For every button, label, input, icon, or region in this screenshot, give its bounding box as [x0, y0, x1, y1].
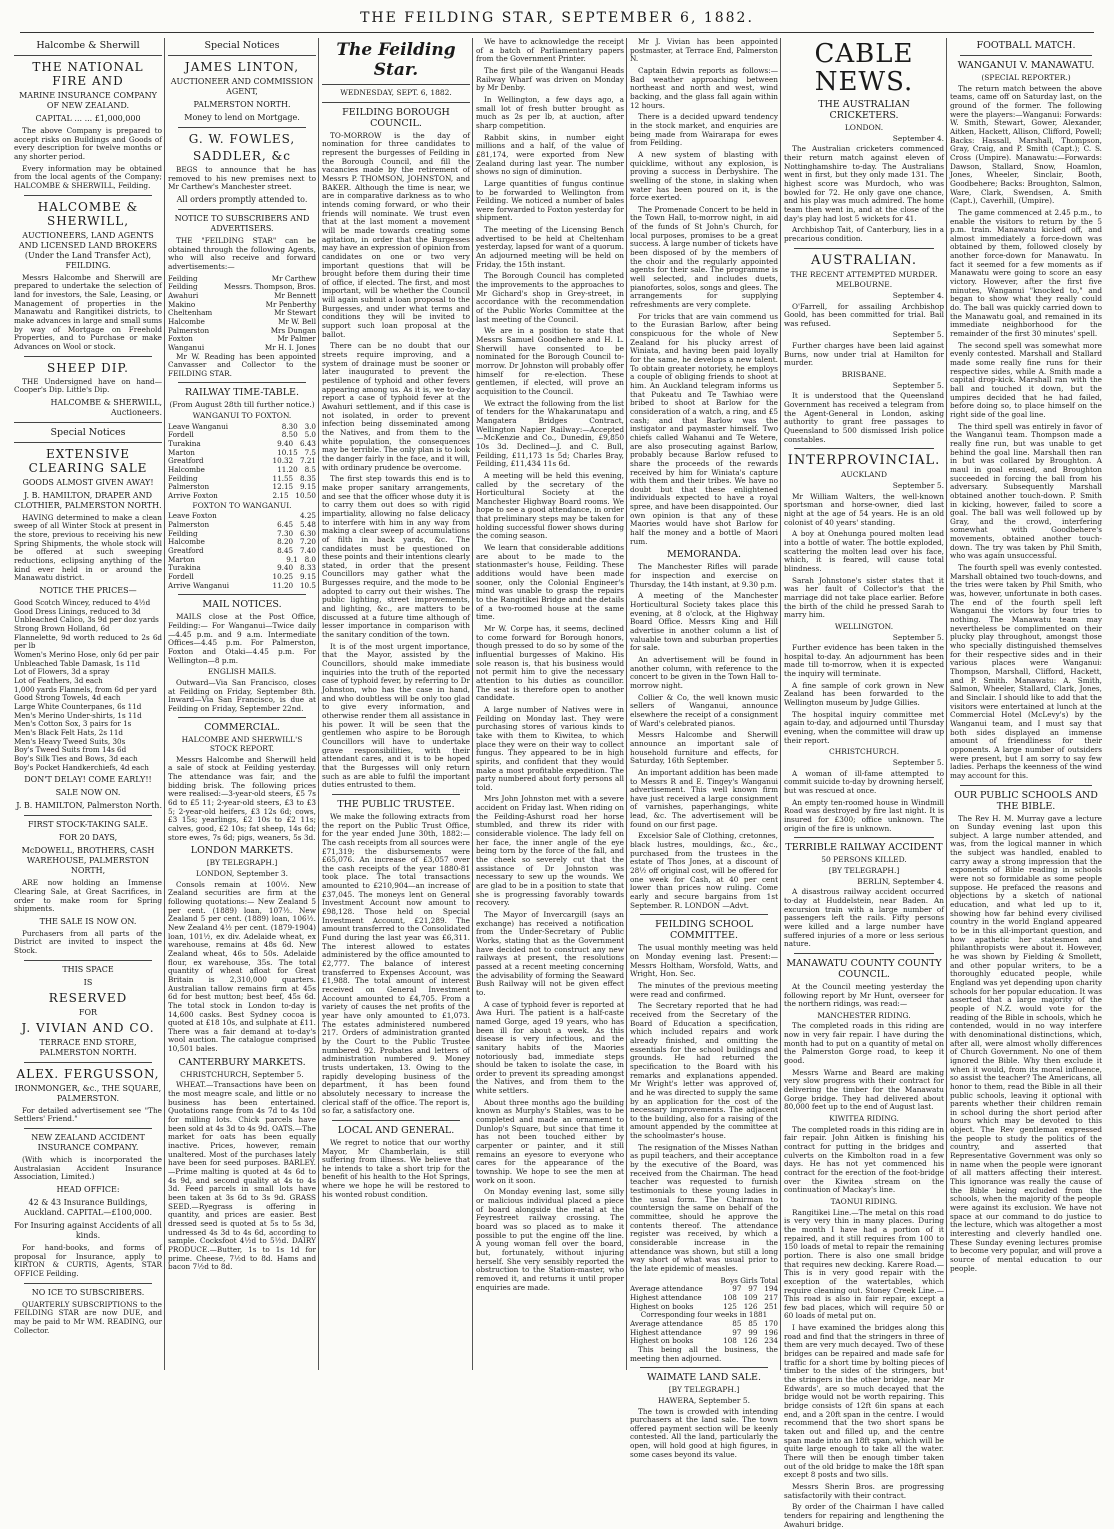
article-body: Consols remain at 100½. New Zealand securities are firm at the following quotations:— New Zealand 5 per cent. (1889) loan, 107½. New Zealand 5 per cent. (1889) loan, 106½. New Zealand 4½ per cent. (1879-1904) loan, 101½, ex div. Adelaide wheat, ex warehouse, remains at 48s 6d. New Zealand wheat, 46s to 50s. Adelaide flour, ex warehouse, 35s. The total quantity of wheat afloat for Great Britain is 2,310,000 quarters. Australian tallow remains firm at 45s 6d for best mutton; best beef, 45s 6d. The total stock in London to-day is 14,600 casks. Best Sydney cocoa is quoted at £18 10s, and sulphate at £11. There was a fair demand at to-day's wool auction. The catalogue comprised 10,501 bales.	[168, 879, 316, 1054]
news-item: The Borough Council has completed the improvements to the approaches to Mr Gichard's shop in Grey-street, in accordance with the recommendation of the Public Works Committee at the last meeting of the Council.	[476, 271, 624, 324]
attendance-table	[630, 1277, 778, 1346]
advert-title: NO ICE TO SUBSCRIBERS.	[31, 1287, 145, 1297]
dateline: [BY TELEGRAPH.]	[668, 1385, 740, 1395]
advert-subtitle: TERRACE END STORE, PALMERSTON NORTH.	[39, 1037, 137, 1057]
column-separator	[318, 38, 319, 1370]
advert-line: RESERVED	[48, 990, 128, 1005]
dateline: [BY TELEGRAPH.]	[206, 858, 278, 868]
news-item: A large number of Natives were in Feilding on Monday last. They were purchasing stores of various kinds to take with them to Kiwitea, to which place they were on their way to collect fungus. They appeared to be in high spirits, and confident that they would make a most profitable expedition. The party numbered about forty persons all told.	[476, 704, 624, 792]
column-3	[322, 38, 470, 1370]
dateline: HAWERA, September 5.	[658, 1395, 750, 1405]
paper-title: The Feilding Star.	[336, 40, 456, 80]
timetable-row: Feilding 11.55 8.35	[168, 473, 316, 483]
advert-notice: NOTICE THE PRICES—	[39, 586, 137, 596]
article-body: The Rev H. M. Murray gave a lecture on Sunday evening last upon this subject. A large number attended, and was, from the logical manner in which the subject was handled, enabled to carry away a strong impression that the exponents of Bible reading in schools were not so formidable as some people suppose. He prefaced the reasons and objections by a sketch of national education, and what led up to it, showing how far behind every civilised country in the world England appeared to be in this all-important question, and how apathetic her statesmen and philanthropists were about it. However, he was shown by Fielding & Smollett, and other popular writers, to be a thoroughly educated people, while England was yet depending upon charity schools for her popular education. It was asserted that a large majority of the people of N.Z. would vote for the reading of the Bible in schools, which he contended, would in no way interfere with denominational distinctions, which, after all, were almost wholly differences of Church Government. No one of them ignored the Bible. Why then exclude it when it would, from its moral influence, so assist the teacher? The Americans, all honor to them, read the Bible in all their public schools, leaving it optional with parents whether their children remain in school during the short period after hours which may be devoted to this object. The Rev gentleman expressed the people to study the politics of the country, and asserted that Representative Government was only so in name when the people were ignorant of all matters affecting their interest. This ignorance was really the cause of the Bible being excluded from the schools, when the majority of the people were against its exclusion. We have not space at our command to do justice to the lecture, which was altogether a most interesting and cleverly handled one. These Sunday evening lectures promise to become very popular, and will prove a source of mental education to our people.	[950, 813, 1102, 1273]
advert-body: For detailed advertisement see "The Settlers' Friend."	[14, 1105, 162, 1124]
article-heading: MEMORANDA.	[666, 549, 741, 561]
column-1	[14, 38, 162, 1370]
news-item: Excelsior Sale of Clothing, cretonnes, black lustres, mouldings, &c., &c., purchased from the trustees in the estate of Thos Jones, at a discount of 28½ off original cost, will be offered for one week for Cash, at 40 per cent lower than prices now ruling. Come early and secure bargains from 1st September. R. LONDON —Advt.	[630, 831, 778, 910]
cable-news-title: CABLE NEWS.	[814, 39, 914, 97]
advert-body: The above Company is prepared to accept risks on Buildings and Goods of every description for twelve months or any shorter period.	[14, 126, 162, 161]
byline: (SPECIAL REPORTER.)	[981, 73, 1071, 82]
article-body: There can be no doubt that our streets require improving, and a system of drainage must be sooner or later inaugurated to prevent the pestilence of typhoid and other fevers appearing among us. As it is, we to-day report a case of typhoid fever at the Awahuri settlement, and if this case is not isolated, in order to prevent infection being disseminated among the Natives, and from them to the white population, the consequences may be terrible. The only plan is to look the danger fairly in the face, and it will, with ordinary prudence be overcome.	[322, 341, 470, 472]
advert-body: Purchasers from all parts of the District are invited to inspect the Stock.	[14, 928, 162, 956]
advert-body: THE Undersigned have on hand— Cooper's Dip. Little's Dip.	[14, 376, 162, 395]
news-item: Further charges have been laid against Burns, now under trial at Hamilton for murder.	[784, 341, 944, 368]
timetable-row: Palmerston 12.15 9.15	[168, 482, 316, 492]
section-heading: Special Notices	[50, 426, 126, 438]
article-body: The resignation of the Misses Nathan as pupil teachers, and their acceptance by the executive of the Board, was received from the Chairman. The head teacher was requested to furnish testimonials to these young ladies in the usual form. The Chairman to countersign the same on behalf of the committee, should he approve the contents thereof. The attendance register was received, by which a considerable increase in the attendance was shown, but still a long way short of what was usual prior to the late epidemic of measles.	[630, 1142, 778, 1273]
advert-title: NOTICE TO SUBSCRIBERS AND ADVERTISERS.	[174, 213, 310, 233]
article-body: The town is crowded with intending purchasers at the land sale. The town offered payment section will be keenly contested. All the land, particularly the open, will hold good at high figures, in some cases beyond its value.	[630, 1406, 778, 1459]
dateline: September 5.	[892, 330, 944, 340]
dateline: September 4.	[892, 290, 944, 300]
news-item: O'Farrell, for assailing Archbishop Goold, has been committed for trial. Bail was refused.	[784, 301, 944, 328]
agent-row: Cheltenham Mr Stewart	[168, 308, 316, 318]
timetable-row: Fordell 8.50 5.0	[168, 430, 316, 440]
advert-signature: HALCOMBE & SHERWILL, Auctioneers.	[50, 397, 162, 417]
column-2	[168, 38, 316, 1370]
timetable-row: Halcombe 8.20 7.20	[168, 537, 316, 547]
dateline: CHRISTCHURCH, September 5.	[180, 1069, 304, 1079]
masthead: THE FEILDING STAR, SEPTEMBER 6, 1882.	[360, 10, 754, 26]
news-item: The Manchester Rifles will parade for inspection and exercise on Thursday, the 14th instant, at 9.30 p.m.	[630, 562, 778, 589]
article-body: This being all the business, the meeting then adjourned.	[630, 1344, 778, 1363]
dateline: WELLINGTON.	[834, 621, 894, 631]
article-body: The completed roads in this riding are now in very fair repair. I have during the month had to put on a quantity of metal on the Palmerston Gorge road, to keep it good.	[784, 1021, 944, 1066]
article-heading: TERRIBLE RAILWAY ACCIDENT	[785, 842, 943, 854]
table-row: Average attendance 97 97 194	[630, 1284, 778, 1294]
advert-title: NEW ZEALAND ACCIDENT INSURANCE COMPANY.	[31, 1133, 145, 1153]
advert-name: G. W. FOWLES,	[188, 132, 296, 146]
news-item: An advertisement will be found in another column, with reference to the concert to be given in the Town Hall to-morrow night.	[630, 654, 778, 690]
advert-name: J. B. HAMILTON, DRAPER AND CLOTHIER, PALMERSTON NORTH.	[14, 490, 162, 510]
dateline: September 5.	[892, 632, 944, 642]
table-row: Highest on books 108 126 234	[630, 1336, 778, 1346]
table-row: Highest attendance 108 109 217	[630, 1292, 778, 1302]
article-subheading: WANGANUI V. MANAWATU.	[957, 60, 1095, 71]
timetable-row: Leave Wanganui 8.30 3.0	[168, 421, 316, 431]
column-separator	[164, 38, 165, 1370]
advert-title: HALCOMBE & SHERWILL,	[37, 199, 139, 228]
advert-address: 42 & 43 Insurance Buildings, Auckland. CAPITAL—£100,000.	[23, 1198, 153, 1218]
news-item: About three months ago the building known as Murphy's Stables, was to be completed and made an ornament to Dunlop's Square, but since that time it has not been touched either by carpenter or painter, and it still remains an eyesore to everyone who cares for the appearance of the township. We hope to see the men at work on it soon.	[476, 1097, 624, 1185]
agent-row: Palmerston Mrs Dungan	[168, 325, 316, 335]
article-body: Outward—Via San Francisco, closes at Feilding on Friday, September 8th. Inward—Via San Francisco, is due at Feilding on Friday, September 22nd.	[168, 677, 316, 713]
column-separator	[472, 38, 473, 1370]
price-item: Lot of Flowers, 3d a spray	[14, 667, 110, 677]
article-heading: FEILDING SCHOOL COMMITTEE.	[655, 919, 753, 942]
timetable-row: Palmerston 6.45 5.48	[168, 520, 316, 529]
news-item: A meeting will be held this evening, called by the secretary of the Horticultural Society at the Manchester Highway Board rooms. We hope to see a good attendance, in order that preliminary steps may be taken for holding successful flower shows during the coming season.	[476, 470, 624, 541]
section-heading: COMMERCIAL.	[204, 722, 280, 734]
section-heading: CANTERBURY MARKETS.	[178, 1056, 306, 1068]
dateline: September 4.	[892, 133, 944, 143]
timetable-row: Leave Foxton 4.25	[168, 511, 316, 521]
advert-title: EXTENSIVE CLEARING SALE	[28, 446, 148, 475]
article-heading: THE PUBLIC TRUSTEE.	[337, 798, 455, 810]
agent-row: Halcombe Mr W. Bell	[168, 316, 316, 326]
article-heading: WAIMATE LAND SALE.	[646, 1372, 761, 1384]
news-item: A meeting of the Manchester Horticultural Society takes place this evening, at 8 o'clock, at the Highway Board Office. Messrs King and Hill advertise in another column a list of valuable town and suburban properties for sale.	[630, 591, 778, 653]
advert-subtitle: IRONMONGER, &c., THE SQUARE, PALMERSTON.	[14, 1083, 162, 1103]
agent-row: Makino Mr Penberthy	[168, 299, 316, 309]
subheading: ENGLISH MAILS.	[207, 667, 277, 677]
advert-body: BEGS to announce that he has removed to his new premises next to Mr Carthew's Manchester street.	[168, 165, 316, 192]
article-subheading: 50 PERSONS KILLED.	[821, 855, 907, 865]
advert-body: ARE now holding an Immense Clearing Sale, at Great Sacrifices, in order to make room for Spring shipments.	[14, 878, 162, 914]
news-item: Large quantities of fungus continue to be forwarded to Wellington from Feilding. We noticed a number of bales were forwarded to Foxton yesterday for shipment.	[476, 178, 624, 223]
column-7	[950, 38, 1102, 1370]
article-body: The game commenced at 2.45 p.m., to enable the visitors to return by the 5 p.m. train. Manawatu kicked off, and almost immediately a force-down was obtained by them, followed closely by another force-down for Manawatu. In fact it seemed for a few moments as if Manawatu were going to score an easy victory. However, after the first five minutes, Wanganui "knocked to," and began to show what they really could do. The ball was quickly carried down to the Manawatu goal, and remained in its immediate neighborhood for the remainder of the first 30 minutes' spell.	[950, 207, 1102, 339]
news-item: We learn that considerable additions are about to be made to the stationmaster's house, Feilding. These additions would have been made sooner, only the Colonial Engineer's mind was unable to grasp the repairs to the Rangitikei Bridge and the details of a two-roomed house at the same time.	[476, 543, 624, 622]
advert-line: IS	[83, 977, 93, 987]
advert-notice: THE SALE IS NOW ON.	[39, 916, 137, 926]
article-body: The second spell was somewhat more evenly contested. Marshall and Stallard made some really fine runs for their respective sides, while A. Smith made a capital drop-kick. Marshall ran with the ball and touched it down, but the umpires decided that he had failed, before doing so, to place himself on the right side of the goal line.	[950, 340, 1102, 419]
article-body: The first step towards this end is to make proper sanitary arrangements, and see that the officer whose duty it is to carry them out does so with rigid impartiality, allowing no false delicacy to interfere with him in any way from making a clear sweep of accumulations of filth in back yards, &c. The candidates must be questioned on these points and their intentions clearly stated, in order that the present Councillors may gather what the Burgesses require, and the mode to be adopted to carry out their wishes. The public lighting, street improvements, and lighting, &c., are matters to be discussed at a future time although of lesser importance in comparison with the sanitary condition of the town.	[322, 474, 470, 640]
article-body: By order of the Chairman I have called tenders for repairing and lengthening the Awahuri bridge.	[784, 1502, 944, 1529]
article-body: The Secretary reported that he had received from the Secretary of the Board of Education a specification, which included repairs and work already finished, and omitting the essentials for the school buildings and grounds. He had returned the specification to the Board with his remarks and explanations appended. Mr Wright's letter was approved of, and he was directed to supply the same by an application for the cost of the necessary improvements. The adjacent to the building, also for a raising of the amount appended by the committee at the schoolmaster's house.	[630, 1001, 778, 1141]
advert-line: FOR	[78, 1007, 98, 1017]
advert-name: McDOWELL, BROTHERS, CASH WAREHOUSE, PALMERSTON NORTH,	[21, 846, 155, 876]
advert-line: Money to lend on Mortgage.	[184, 113, 300, 122]
advert-body: HAVING determined to make a clean sweep of all Winter Stock at present in the store, previous to receiving his new Spring Shipments, the whole stock will be offered at such sweeping reductions, eclipsing anything of the kind ever held in or around the Manawatu district.	[14, 512, 162, 583]
advert-subtitle: GOODS ALMOST GIVEN AWAY!	[22, 477, 154, 487]
price-item: Unbleached Table Damask, 1s 11d	[14, 658, 140, 668]
dateline: LONDON, September 3.	[195, 869, 288, 878]
price-item: Men's Merino Under-shirts, 1s 11d	[14, 710, 142, 720]
agent-row: Feilding Messrs. Thompson, Bros.	[168, 282, 316, 292]
dateline: [BY TELEGRAPH.]	[828, 865, 900, 875]
timetable-row: Halcombe 11.20 8.5	[168, 465, 316, 475]
article-heading: AUSTRALIAN.	[811, 252, 917, 268]
subheading: KIWITEA RIDING.	[829, 1114, 899, 1124]
table-row: Highest attendance 97 99 196	[630, 1327, 778, 1337]
column-6	[784, 38, 944, 1529]
timetable-row: Fordell 10.25 9.15	[168, 571, 316, 581]
news-item: We extract the following from the list of tenders for the Whakarunatapu and Mangatera Bridges Contract, Wellington Napier Railway:—Accepted—McKenzie and Co., Dunedin, £9,850 10s 3d. Declined—J. and C. Bull, Feilding, £11,173 1s 5d; Charles Bray, Feilding, £11,434 11s 6d.	[476, 398, 624, 469]
article-subheading: THE AUSTRALIAN CRICKETERS.	[818, 99, 910, 121]
article-body: The usual monthly meeting was held on Monday evening last. Present:— Messrs Holtham, Worsfold, Watts, and Wright, Hon. Sec.	[630, 943, 778, 979]
column-4	[476, 38, 624, 1370]
article-heading: FOOTBALL MATCH.	[976, 40, 1076, 51]
article-body: The completed roads in this riding are in fair repair. John Aitken is finishing his contract for putting in the bridges and culverts on the Kimbolton road in a few days. He has not yet commenced his contract for the erection of the foot-bridge over the Kiwitea stream on the continuation of Mackay's line.	[784, 1124, 944, 1195]
news-item: We are in a position to state that Messrs Samuel Goodbehere and H. L. Sherwill have consented to be nominated for the Borough Council to-morrow. Dr Johnston will probably offer himself for re-election. These gentlemen, if elected, will prove an acquisition to the Council.	[476, 326, 624, 396]
column-separator	[626, 38, 627, 1370]
advert-notice: DON'T DELAY! COME EARLY!!	[24, 775, 152, 785]
news-item: The hospital inquiry committee met again to-day, and adjourned until Thursday evening, when the committee will draw up their report.	[784, 709, 944, 745]
news-item: It is understood that the Queensland Government has received a telegram from the Agent-General in London, asking authority to grant free passages to Queensland to 500 dismissed Irish police constables.	[784, 391, 944, 444]
advert-subtitle: HEAD OFFICE:	[56, 1185, 120, 1195]
advert-signature: J. B. HAMILTON, Palmerston North.	[16, 801, 162, 811]
price-item: Lot of Feathers, 3d each	[14, 675, 103, 685]
article-body: Messrs Sherin Bros. are progressing satisfactorily with their contract.	[784, 1481, 944, 1500]
price-item: Unbleached Calico, 3s 9d per doz yards	[14, 615, 159, 625]
article-body: The minutes of the previous meeting were read and confirmed.	[630, 980, 778, 999]
advert-subtitle: SADDLER, &c	[193, 149, 291, 163]
masthead-rule	[20, 32, 1094, 33]
advert-body: Every information may be obtained from the local agents of the Company; HALCOMBE & SHERWILL, Feilding.	[14, 163, 162, 190]
article-body: It is of the most urgent importance, that the Mayor, assisted by the Councillors, should make immediate inquiries into the truth of the reported case of typhoid fever, by referring to Dr Johnston, who has the case in hand, and who doubtless will be only too glad to give every information, and otherwise render them all assistance in his power. It will be seen that the gentlemen who aspire to be Borough Councillors will have to undertake grave responsibilities, with their attendant cares, and it is to be hoped that the Burgesses will only return such as are able to fulfil the important duties entrusted to them.	[322, 641, 470, 790]
news-item: Messrs Halcombe and Sherwill announce an important sale of household furniture and effects, for Saturday, 16th September.	[630, 730, 778, 766]
price-item: Boy's Tweed Suits from 14s 6d	[14, 745, 127, 755]
price-item: Men's Heavy Tweed Suits, 30s	[14, 736, 126, 746]
price-item: Large White Counterpanes, 6s 11d	[14, 701, 142, 711]
news-item: The Mayor of Invercargill (says an exchange) has received a notification from the Under-Secretary of Public Works, stating that as the Government have decided not to construct any new railways at present, the resolutions passed at a recent meeting concerning the advisability of forming the Seaward Bush Railway will not be given effect to.	[476, 910, 624, 997]
news-item: Further evidence has been taken in the hospital to-day. An adjournment has been made till to-morrow, when it is expected the inquiry will terminate.	[784, 643, 944, 679]
news-item: In Wellington, a few days ago, a small lot of fresh butter brought as much as 2s per lb, at auction, after sharp competition.	[476, 94, 624, 130]
column-separator	[780, 38, 781, 1370]
timetable-row: Marton 9.1 8.0	[168, 554, 316, 564]
section-heading: LONDON MARKETS.	[190, 845, 294, 857]
table-row: Highest on books 125 126 251	[630, 1301, 778, 1311]
column-5	[630, 37, 778, 1459]
dateline: September 5.	[892, 481, 944, 490]
news-item: Sarah Johnstone's sister states that it was her fault of Collector's that the marriage did not take place earlier. Before the birth of the child he pressed Sarah to marry him.	[784, 575, 944, 620]
article-body: Messrs Warne and Beard are making very slow progress with their contract for delivering the timber for the Manawatu Gorge bridge. They had delivered about 80,000 feet up to the end of August last.	[784, 1067, 944, 1112]
column-separator	[946, 38, 947, 1370]
article-body: We regret to notice that our worthy Mayor, Mr Chamberlain, is still suffering from illness. We believe that he intends to take a short trip for the benefit of his health to the Hot Springs, where we hope he will be restored to his wonted robust condition.	[322, 1137, 470, 1199]
article-body: MAILS close at the Post Office, Feilding:— For Wanganui—Twice daily—4.45 p.m. and 9 a.m. Intermediate Offices—4.45 p.m. For Palmerston, Foxton and Otaki—4.45 p.m. For Wellington—8 p.m.	[168, 612, 316, 665]
article-heading: INTERPROVINCIAL.	[787, 453, 941, 469]
advert-line: THIS SPACE	[62, 964, 114, 974]
news-item: Mr J. Vivian has been appointed postmaster, at Terrace End, Palmerston N.	[630, 37, 778, 64]
news-item: For tricks that are vain commend us to the Eurasian Barlow, after being conspicuous for the whole of New Zealand for his plucky arrest of Winiata, and having been paid loyally for the same, he develops a new talent. To obtain greater notoriety, he employs a couple of obliging friends to shoot at him. An Auckland telegram informs us that Pukeatu and Te Tawhiao were bribed to shoot at Barlow for the consideration of a watch, a ring, and £5 cash; and that Barlow was the instigator and paymaster himself. Two chiefs called Wahanui and Te Wetere, are also prosecuting against Barlow, probably because Barlow refused to share the proceeds of the rewards received by him for Winiata's capture with them and their tribes. We have no doubt but that these enlightened individuals expected to have a royal spree, and have been disappointed. Our own opinion is that any of these Maories would have shot Barlow for half the money and a bottle of Maori rum.	[630, 311, 778, 546]
agent-row: Awahuri Mr Bennett	[168, 290, 316, 300]
subheading: HALCOMBE AND SHERWILL'S STOCK REPORT.	[181, 735, 303, 754]
advert-line: For Insuring against Accidents of all kinds.	[14, 1221, 162, 1241]
table-header: Boys Girls Total	[720, 1275, 778, 1285]
article-body: Messrs Halcombe and Sherwill held a sale of stock at Feilding yesterday. The attendance was fair, and the bidding brisk. The following prices were realised:—3-year-old steers, £5 7s 6d to £5 11; 2-year-old steers, £3 to £3 5; 2-year-old heifers, £3 12s 6d; cows, £3 15s; yearlings, £2 10s to £2 11s; calves, good, £2 10s; fat sheep, 14s 6d; store ewes, 7s 6d; pigs, weaners, 5s 3d.	[168, 754, 316, 842]
table-row: Average attendance 85 85 170	[630, 1318, 778, 1328]
news-item: The Promenade Concert to be held in the Town Hall, to-morrow night, in aid of the funds of St John's Church, for local purposes, promises to be a great success. A large number of tickets have been disposed of by the members of the choir and the regularly appointed agents for their sale. The programme is well selected, and includes duets, pianofortes, solos, songs and glees. The arrangements for supplying refreshments are very complete.	[630, 204, 778, 310]
table-row: Corresponding four weeks in 1881	[640, 1310, 768, 1320]
news-item: A fine sample of cork grown in New Zealand has been forwarded to the Wellington museum by Judge Gillies.	[784, 680, 944, 708]
timetable-direction: FOXTON TO WANGANUI.	[192, 500, 292, 510]
news-item: The first pile of the Wanganui Heads Railway Wharf was driven on Monday by Mr Denby.	[476, 65, 624, 93]
advert-heading: Halcombe & Sherwill	[36, 40, 140, 51]
news-item: An empty ten-roomed house in Windmill Road was destroyed by fire last night. It is insured for £300; office unknown. The origin of the fire is unknown.	[784, 797, 944, 833]
issue-date: WEDNESDAY, SEPT. 6, 1882.	[340, 88, 452, 97]
advert-name: J. VIVIAN AND CO.	[21, 1020, 155, 1035]
article-heading: MANAWATU COUNTY COUNTY COUNCIL.	[786, 957, 942, 980]
news-item: Mr W. Corpe has, it seems, declined to come forward for Borough honors, though pressed to do so by some of the influential burgesses of Makino. His sole reason is, that his business would not permit him to give the necessary attention to his duties as councillor. The seat is therefore open to another candidate.	[476, 624, 624, 703]
dateline: September 5.	[892, 380, 944, 390]
advert-subtitle: FOR 20 DAYS,	[58, 833, 118, 843]
article-body: We make the following extracts from the report on the Public Trust Office, for the year ended June 30th, 1882:—The cash receipts from all sources were £71,319; the disbursements were £65,076. An increase of £3,057 over the cash receipts of the year 1880-81 took place. The total transactions amounted to £210,904—an increase of £37,045. The moneys lent on General Investment Account now amount to £98,128. Those held on Special Investment Account, £21,289. The amount transferred to the Consolidated Fund during the last year was £6,311. The interest allowed to estates administered by the office amounted to £2,777. The balance of interest transferred to Expenses Account, was £1,988. The total amount of interest received on General Investment Account amounted to £4,705. From a variety of causes the net profits of the year have only amounted to £1,073. The estates administered numbered 217. Orders of administration granted by the Court to the Public Trustee numbered 92. Probates and letters of administration numbered 9. Money trusts undertaken, 13. Owing to the rapidly developing business of the department, it has been found absolutely necessary to increase the clerical staff of the office. The report is, so far, a satisfactory one.	[322, 811, 470, 1116]
dateline: BERLIN, September 4.	[857, 876, 944, 886]
news-item: Archbishop Tait, of Canterbury, lies in a precarious condition.	[784, 225, 944, 243]
dateline: LONDON.	[844, 123, 884, 132]
timetable-row: Turakina 9.40 8.33	[168, 563, 316, 573]
advert-body: Messrs Halcombe and Sherwill are prepared to undertake the selection of land for investors, the Sale, Leasing, or Management of properties in the Manawatu and Rangitikei districts, to make advances in large and small sums by way of Mortgage on Freehold Properties, and to Purchase or make Advances on Wool or stock.	[14, 272, 162, 351]
article-body: At the Council meeting yesterday the following report by Mr Hunt, overseer for the northern ridings, was read:—	[784, 981, 944, 1009]
timetable-note: (From August 28th till further notice.)	[169, 400, 315, 410]
news-item: A boy at Onehunga poured molten lead into a bottle of water. The bottle exploded, scattering the molten lead over his face, which, it is feared, will cause total blindness.	[784, 529, 944, 573]
news-item: Captain Edwin reports as follows:— Bad weather approaching between northeast and north and west, wind backing, and the glass fall again within 12 hours.	[630, 65, 778, 110]
section-heading: RAILWAY TIME-TABLE.	[184, 387, 300, 399]
article-heading: FEILDING BOROUGH COUNCIL.	[342, 106, 450, 129]
agent-row: Feilding Mr Carthew	[168, 273, 316, 283]
news-item: Mr William Walters, the well-known sportsman and horse-owner, died last night at the age of 54 years. He is an old colonist of 40 years' standing.	[784, 491, 944, 527]
price-item: 1,000 yards Flannels, from 6d per yard	[14, 684, 157, 694]
news-item: An important addition has been made to Messrs R and E. Tingey's Wanganui advertisement. This well known firm have just received a large consignment of varnishes, paperhangings, white lead, &c. The advertisement will be found on our first page.	[630, 767, 778, 829]
dateline: MELBOURNE.	[835, 280, 893, 290]
timetable	[168, 512, 316, 590]
price-list	[14, 599, 162, 772]
timetable-row: Turakina 9.40 6.43	[168, 439, 316, 449]
timetable-row: Arrive Foxton 2.15 10.50	[168, 491, 316, 501]
timetable-row: Greatford 10.32 7.21	[168, 456, 316, 466]
news-item: A disastrous railway accident occurred to-day at Huddelstein, near Baden. An excursion train with a large number of passengers left the rails. Fifty persons were killed and a large number have suffered injuries of a more or less serious nature.	[784, 887, 944, 949]
price-item: Flannelette, 9d worth reduced to 2s 6d per lb	[14, 632, 162, 651]
timetable-row: Greatford 8.45 7.40	[168, 545, 316, 555]
news-item: A new system of blasting with quicklime, without any explosion, is proving a success in Derbyshire. The swelling of the stone, in slaking when water has been poured on it, is the force exerted.	[630, 149, 778, 203]
article-body: The third spell was entirely in favor of the Wanganui team. Thompson made a really fine run, but was unable to get behind the goal line. Marshall then ran in but was collared by Broughton. A maul in goal ensued, and Broughton succeeded in forcing the ball from his adversary. Subsequently Marshall obtained another touch-down. P. Smith in kicking, however, failed to score a goal. The ball was well followed up by Gray, and the crowd, interfering somewhat with Goodbehere's movements, obtained another touch-down. The try was taken by Phil Smith, who was again unsuccessful.	[950, 421, 1102, 561]
timetable-row: Arrive Wanganui 11.20 10.5	[168, 580, 316, 590]
article-body: TO-MORROW is the day of nomination for three candidates to represent the burgesses of Feilding in the Borough Council, and fill the vacancies made by the retirement of Messrs P. THOMSON, JOHNSTON, and BAKER. Although the time is near, we are in comparative darkness as to who intends coming forward, or who their friends will nominate. We trust even that at the last moment a movement will be made towards creating some agitation, in order that the Burgesses may have an expression of opinion from candidates on one or two very important questions that will be brought before them during their time of office, if elected. The first, and most important, will be whether the Council will again submit a loan proposal to the Burgesses, and under what terms and conditions they will be invited to support such loan proposal at the ballot.	[322, 130, 470, 339]
advert-subtitle: AUCTIONEERS, LAND AGENTS AND LICENSED LAND BROKERS (Under the Land Transfer Act), FEILDING.	[18, 230, 158, 270]
news-item: Rabbit skins, in number eight millions and a half, of the value of £81,174, were exported from New Zealand during last year. The number shows no sign of diminution.	[476, 132, 624, 177]
article-body: The fourth spell was evenly contested. Marshall obtained two touch-downs, and the tries were taken by Phil Smith, who was, however, unfortunate in both cases. The end of the fourth spell left Wanganui the victors by four tries to nothing. The Manawatu team may nevertheless be complimented on their plucky play throughout, amongst those who specially distinguished themselves for their respective sides and in their various places were Wanganui: Thompson, Marshall, Clifford, Hackett, and P. Smith. Manawatu: A. Smith, Salmon, Wheeler, Stallard, Clark, Jones, and Sinclair. I should like to add that the visitors were entertained at lunch at the Commercial Hotel (McLevy's) by the Wanganui team, and I must say that both sides displayed an immense amount of friendliness for their opponents. A large number of outsiders were present, but I am sorry to say few ladies. Perhaps the keenness of the wind may account for this.	[950, 563, 1102, 780]
article-body: WHEAT.—Transactions have been on the most meagre scale, and little or no business has been entertained. Quotations range from 4s 7d to 4s 10d for milling lots. Chick parcels have been sold at 4s 3d to 4s 9d. OATS.—The market for oats has been equally inactive. Prices, however, remain unaltered. Most of the purchases lately have been for seed purposes. BARLEY.—Prime malting is quoted at 4s 6d to 4s 9d, and second quality at 4s to 4s 3d. Feed parcels in small lots have been taken at 3s 6d to 3s 9d. GRASS SEED.—Ryegrass is offering in quantity, and prices are easier. Best dressed seed is quoted at 5s to 5s 3d, undressed 4s 3d to 4s 6d, according to sample. Cocksfoot 4½d to 5½d. DAIRY PRODUCE.—Butter, 1s to 1s 1d for prime. Cheese, 7½d to 8d. Hams and bacon 7½d to 8d.	[168, 1080, 316, 1272]
news-item: A woman of ill-fame attempted to commit suicide to-day by drowning herself, but was rescued at once.	[784, 768, 944, 795]
dateline: September 5.	[892, 758, 944, 768]
advert-name: JAMES LINTON,	[184, 60, 300, 74]
advert-title: FIRST STOCK-TAKING SALE.	[27, 820, 149, 830]
advert-title: SHEEP DIP.	[47, 360, 129, 375]
news-item: The Australian cricketers commenced their return match against eleven of Nottinghamshire to-day. The Australians went in first, but they only made 131. The highest score was Murdoch, who was bowled for 72. He only gave one chance, and his play was much admired. The home team then went in, and at the close of the day's play had lost 5 wickets for 41.	[784, 144, 944, 223]
agent-row: Foxton Mr Palmer	[168, 334, 316, 344]
advert-body: (With which is incorporated the Australasian Accident Insurance Association, Limited.)	[14, 1155, 162, 1182]
advert-body: QUARTERLY SUBSCRIPTIONS to the FEILDING STAR are now DUE, and may be paid to Mr WM. READING, our Collector.	[14, 1299, 162, 1335]
advert-body: For hand-books, and forms of proposal for Insurance, apply to KIRTON & CURTIS, Agents, STAR OFFICE Feilding.	[14, 1243, 162, 1279]
price-item: Men's Cotton Sox, 3 pairs for 1s	[14, 719, 132, 729]
subheading: MANCHESTER RIDING.	[817, 1010, 911, 1020]
advert-body: Mr W. Reading has been appointed Canvasser and Collector to the FEILDING STAR.	[168, 351, 316, 378]
news-item: There is a decided upward tendency in the stock market, and enquiries are being made from Wairarapa for ewes from Feilding.	[630, 112, 778, 148]
advert-name: ALEX. FERGUSSON,	[16, 1066, 160, 1081]
price-item: Strong Brown Holland, 6d	[14, 624, 110, 634]
price-item: Men's Black Felt Hats, 2s 11d	[14, 727, 124, 737]
section-heading: MAIL NOTICES.	[202, 599, 282, 611]
news-item: Mrs John Johnston met with a severe accident on Friday last. When riding on the Feilding-Ashurst road her horse stumbled, and threw its rider with considerable violence. The lady fell on her face, the inner angle of the eye being torn by the force of the fall, and the cheek so severely cut that the assistance of Dr Johnston was necessary to sew up the wounds. We are glad to be in a position to state that she is progressing favorably towards recovery.	[476, 794, 624, 908]
advert-title: THE NATIONAL FIRE AND	[32, 60, 144, 88]
agent-list	[168, 275, 316, 353]
subheading: TAONUI RIDING.	[830, 1196, 898, 1206]
article-subheading: THE RECENT ATTEMPTED MURDER.	[790, 269, 938, 279]
news-item: The meeting of the Licensing Bench advertised to be held at Cheltenham yesterday, lapsed for want of a quorum. An adjourned meeting will be held on Friday, the 15th instant.	[476, 225, 624, 269]
timetable-row: Marton 10.15 7.5	[168, 447, 316, 457]
advert-body: THE "FEILDING STAR" can be obtained through the following Agents, who will also receive and forward advertisements:—	[168, 235, 316, 271]
article-body: The return match between the above teams, came off on Saturday last, on the ground of the former. The following were the players:—Wanganui: Forwards: W. Smith, Stewart, Gower, Alexander, Aitken, Hackett, Allison, Clifford, Powell; Backs: Hassall, Marshall, Thompson, Gray, Craig, and P. Smith (Capt.); C. S. Cross (Umpire). Manawatu:—Forwards: Dawson, Stallard, Snow, Hoamlon, Jones, Wheeler, Sinclair, Booth, Goodbehere; Backs: Broughton, Salmon, Ware, Clark, Swendsen, A. Smith (Capt.), Caverhill, (Umpire).	[950, 83, 1102, 206]
news-item: On Monday evening last, some silly or malicious individual placed a piece of board alongside the metal at the Feyrestreet railway crossing. The board was so placed as to make it possible to put the engine off the line. A young woman fell over the board, but, fortunately, without injuring herself. She very sensibly reported the obstruction to the Station-master, who removed it, and returns it until proper enquiries are made.	[476, 1187, 624, 1292]
advert-capital: CAPITAL ... ... £1,000,000	[35, 114, 141, 123]
news-item: Collier & Co, the well known music sellers of Wanganui, announce elsewhere the receipt of a consignment of Ward's celebrated pianos.	[630, 692, 778, 728]
advert-place: PALMERSTON NORTH.	[193, 100, 291, 109]
price-item: Good Scotch Wincey, reduced to 4½d	[14, 598, 151, 608]
news-item: A case of typhoid fever is reported at Awa Huri. The patient is a half-caste named Gorge, aged 19 years, who has been ill for about a week. As this disease is very infectious, and the sanitary habits of the Maories notoriously bad, immediate steps should be taken to isolate the case, in order to prevent its spreading amongst the Natives, and from them to the white settlers.	[476, 999, 624, 1096]
timetable	[168, 423, 316, 501]
agent-row: Wanganui Mr H. I. Jones	[168, 342, 316, 352]
price-item: Good Dress Linings, reduced to 3d	[14, 606, 141, 616]
timetable-row: Feilding 7.30 6.30	[168, 528, 316, 538]
price-item: Boy's Pocket Handkerchiefs, 4d each	[14, 762, 149, 772]
article-body: Rangitikei Line.—The metal on this road is very very thin in many places. During the month I have had a portion of it repaired, and it still requires from 100 to 150 loads of metal to repair the remaining portion. There is also one small bridge that requires new decking. Karere Road.—This is in very good repair with the exception of the watertables, which require cleaning out. Stoney Creek Line.—This road is also in fair repair, except a few bad places, which will require 50 or 60 loads of metal put on.	[784, 1207, 944, 1321]
article-body: I have examined the bridges along this road and find that the stringers in three of them are very much decayed. Two of these bridges can be repaired and made safe for traffic for a short time by bolting pieces of timber to the sides of the stringers, but the stringers in the other bridge, near Mr Edwards', are so much decayed that the bridge would not be worth repairing. This bridge consists of 12ft 6in spans at each end, and a 20ft span in the centre. I would recommend that the two short spans be taken out and filled up, and the centre span made into an 18ft span, which will be quite large enough to take all the water. There will then be enough timber taken out of the old bridge to make the 18ft span except 8 posts and two sills.	[784, 1323, 944, 1480]
timetable-direction: WANGANUI TO FOXTON.	[192, 411, 292, 421]
price-item: Good Strong Towels, 4d each	[14, 693, 121, 703]
advert-subtitle: MARINE INSURANCE COMPANY OF NEW ZEALAND.	[19, 91, 157, 110]
price-item: Women's Merino Hose, only 6d per pair	[14, 650, 159, 659]
advert-line: All orders promptly attended to.	[176, 194, 308, 204]
dateline: BRISBANE.	[841, 370, 887, 380]
dateline: AUCKLAND	[840, 470, 888, 480]
article-heading: OUR PUBLIC SCHOOLS AND THE BIBLE.	[954, 789, 1098, 812]
article-heading: LOCAL AND GENERAL.	[337, 1124, 455, 1136]
price-item: Boy's Silk Ties and Bows, 3d each	[14, 753, 138, 763]
news-item: We have to acknowledge the receipt of a batch of Parliamentary papers from the Government Printer.	[476, 37, 624, 64]
advert-notice: SALE NOW ON.	[55, 788, 121, 798]
section-heading: Special Notices	[204, 40, 280, 51]
dateline: CHRISTCHURCH.	[829, 747, 899, 757]
advert-subtitle: AUCTIONEER AND COMMISSION AGENT,	[170, 77, 314, 96]
